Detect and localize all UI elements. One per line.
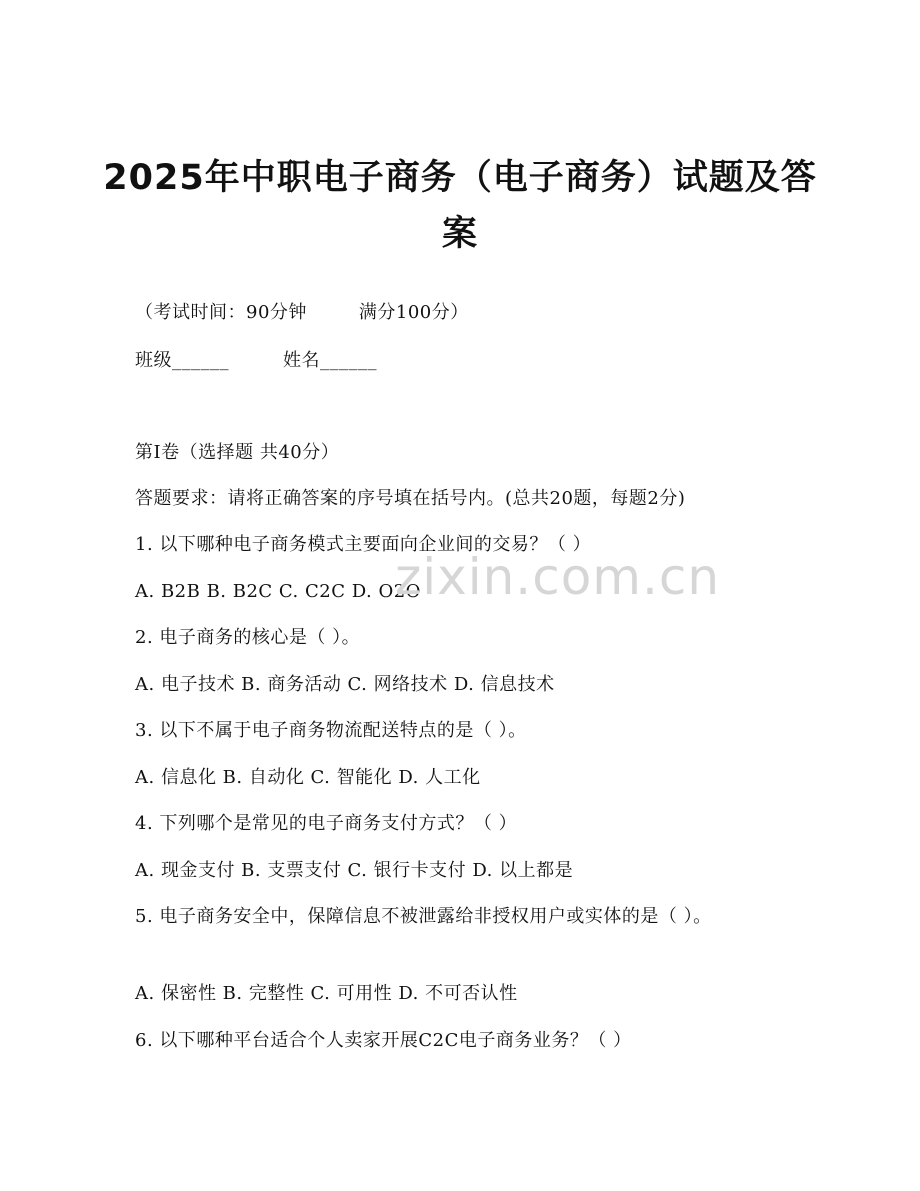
question-6-stem: 6. 以下哪种平台适合个人卖家开展C2C电子商务业务？（ ） — [135, 1030, 632, 1051]
question-5-stem: 5. 电子商务安全中，保障信息不被泄露给非授权用户或实体的是（ ）。 — [135, 906, 712, 927]
question-3-options: A. 信息化 B. 自动化 C. 智能化 D. 人工化 — [135, 767, 481, 788]
document-title: 2025年中职电子商务（电子商务）试题及答案 — [103, 158, 817, 254]
question-4-options: A. 现金支付 B. 支票支付 C. 银行卡支付 D. 以上都是 — [135, 860, 574, 881]
exam-info — [135, 299, 469, 327]
question-5-options: A. 保密性 B. 完整性 C. 可用性 D. 不可否认性 — [135, 983, 518, 1004]
class-field-label: 班级______ — [135, 350, 229, 371]
section-instruction: 答题要求：请将正确答案的序号填在括号内。(总共20题，每题2分) — [135, 488, 686, 509]
exam-full-score: 满分100分） — [358, 302, 469, 323]
student-info — [135, 347, 377, 375]
question-2-stem: 2. 电子商务的核心是（ ）。 — [135, 627, 361, 648]
name-field-label: 姓名______ — [283, 350, 377, 371]
section-heading: 第Ⅰ卷（选择题 共40分） — [135, 442, 340, 463]
question-1-options: A. B2B B. B2C C. C2C D. O2O — [135, 581, 421, 602]
watermark-text: zixin.com.cn — [395, 548, 721, 606]
question-2-options: A. 电子技术 B. 商务活动 C. 网络技术 D. 信息技术 — [135, 674, 555, 695]
question-1-stem: 1. 以下哪种电子商务模式主要面向企业间的交易？（ ） — [135, 534, 592, 555]
question-3-stem: 3. 以下不属于电子商务物流配送特点的是（ ）。 — [135, 720, 527, 741]
question-4-stem: 4. 下列哪个是常见的电子商务支付方式？（ ） — [135, 813, 518, 834]
exam-time: （考试时间：90分钟 — [135, 302, 307, 323]
